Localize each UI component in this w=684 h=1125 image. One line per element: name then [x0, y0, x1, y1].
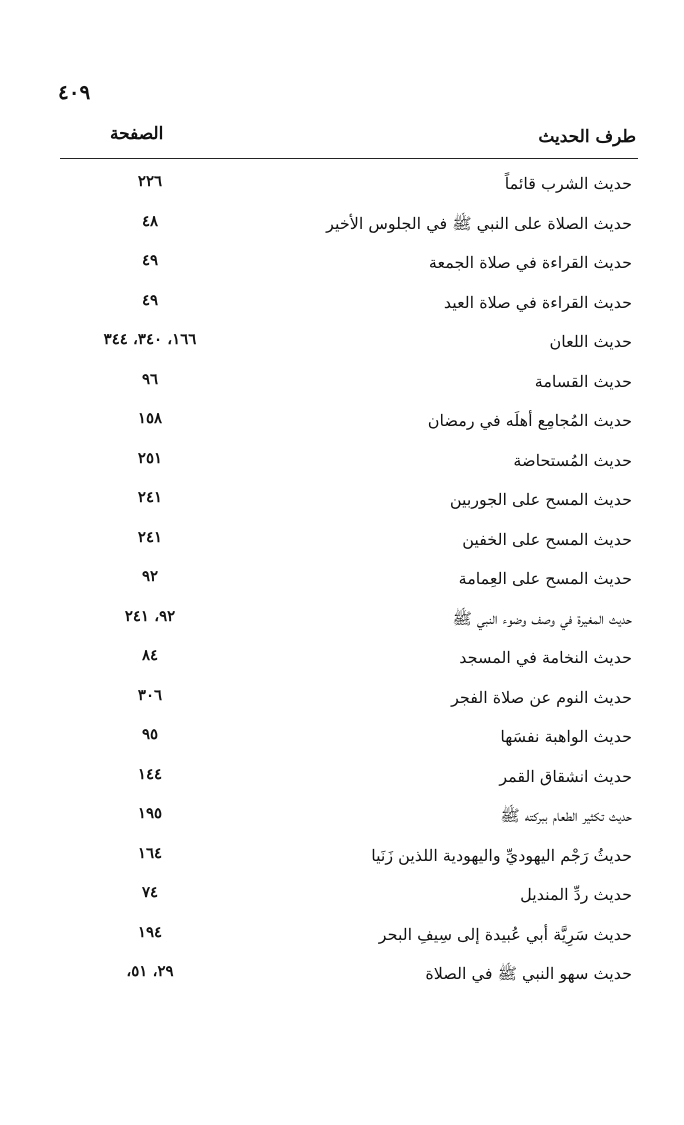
index-entry [60, 206, 638, 246]
entry-title: حديث النوم عن صلاة الفجر [451, 687, 632, 707]
column-header-hadith: طرف الحديث [538, 127, 636, 147]
entry-title: حديث الواهبة نفسَها [500, 727, 632, 746]
entry-pages: ١٦٦، ٣٤٠، ٣٤٤ [103, 330, 197, 348]
entry-pages: ٩٢، ٢٤١ [124, 606, 176, 625]
index-entry [60, 877, 638, 917]
entry-pages: ١٦٤ [137, 843, 163, 862]
index-entry [60, 561, 638, 601]
entry-title: حديثُ رَجْم اليهوديِّ واليهودية اللذين زَنَيا [371, 845, 632, 865]
entry-title: حديث تكثير الطعام ببركته ﷺ [500, 806, 632, 825]
index-entry [60, 719, 638, 759]
entry-title: حديث المُجامِع أهلَه في رمضان [427, 411, 632, 430]
table-header [60, 118, 638, 159]
hadith-index-list [60, 166, 638, 996]
entry-title: حديث القراءة في صلاة العيد [443, 292, 632, 312]
entry-pages: ١٤٤ [137, 764, 163, 783]
index-entry [60, 798, 638, 838]
column-header-page: الصفحة [110, 124, 164, 144]
entry-title: حديث الشرب قائماً [504, 174, 632, 193]
entry-title: حديث المُستحاضة [513, 450, 632, 470]
entry-title: حديث المسح على العِمامة [458, 569, 632, 588]
entry-title: حديث ردِّ المنديل [520, 885, 632, 904]
page-number: ٤٠٩ [58, 80, 91, 104]
entry-pages: ٩٢ [141, 567, 159, 585]
index-entry [60, 285, 638, 325]
entry-pages: ٣٠٦ [137, 685, 163, 704]
entry-title: حديث سَرِيَّة أبي عُبيدة إلى سِيفِ البحر [378, 924, 632, 944]
entry-title: حديث سهو النبي ﷺ في الصلاة [425, 964, 632, 983]
index-entry [60, 956, 638, 996]
index-entry [60, 601, 638, 641]
entry-title: حديث المسح على الخفين [462, 529, 632, 549]
index-entry [60, 364, 638, 404]
entry-title: حديث القراءة في صلاة الجمعة [428, 253, 632, 272]
entry-title: حديث القسامة [534, 371, 632, 391]
index-entry [60, 403, 638, 443]
entry-title: حديث المغيرة في وصف وضوء النبي ﷺ [452, 608, 632, 628]
index-entry [60, 838, 638, 878]
index-entry [60, 680, 638, 720]
index-entry [60, 166, 638, 206]
entry-pages: ٢٥١ [137, 448, 163, 467]
index-entry [60, 324, 638, 364]
entry-title: حديث انشقاق القمر [499, 766, 632, 786]
entry-pages: ١٩٤ [137, 922, 163, 941]
entry-pages: ٩٥ [141, 725, 159, 743]
index-entry [60, 443, 638, 483]
index-entry [60, 759, 638, 799]
entry-title: حديث اللعان [549, 332, 632, 351]
entry-pages: ٢٤١ [137, 488, 163, 506]
index-entry [60, 917, 638, 957]
entry-title: حديث النخامة في المسجد [459, 648, 632, 667]
entry-pages: ٤٩ [141, 290, 159, 309]
index-entry [60, 640, 638, 680]
index-entry [60, 245, 638, 285]
entry-pages: ٢٩، ٥١، [126, 962, 174, 980]
entry-pages: ٨٤ [141, 646, 159, 664]
entry-pages: ١٥٨ [137, 409, 163, 427]
entry-pages: ٢٢٦ [137, 172, 163, 190]
entry-pages: ٧٤ [141, 883, 159, 901]
entry-pages: ٤٨ [141, 211, 159, 230]
index-entry [60, 522, 638, 562]
entry-pages: ١٩٥ [137, 804, 163, 822]
entry-title: حديث المسح على الجوربين [449, 490, 632, 509]
index-entry [60, 482, 638, 522]
entry-pages: ٩٦ [141, 369, 159, 388]
entry-pages: ٤٩ [141, 251, 159, 269]
entry-title: حديث الصلاة على النبي ﷺ في الجلوس الأخير [326, 213, 632, 233]
entry-pages: ٢٤١ [137, 527, 163, 546]
